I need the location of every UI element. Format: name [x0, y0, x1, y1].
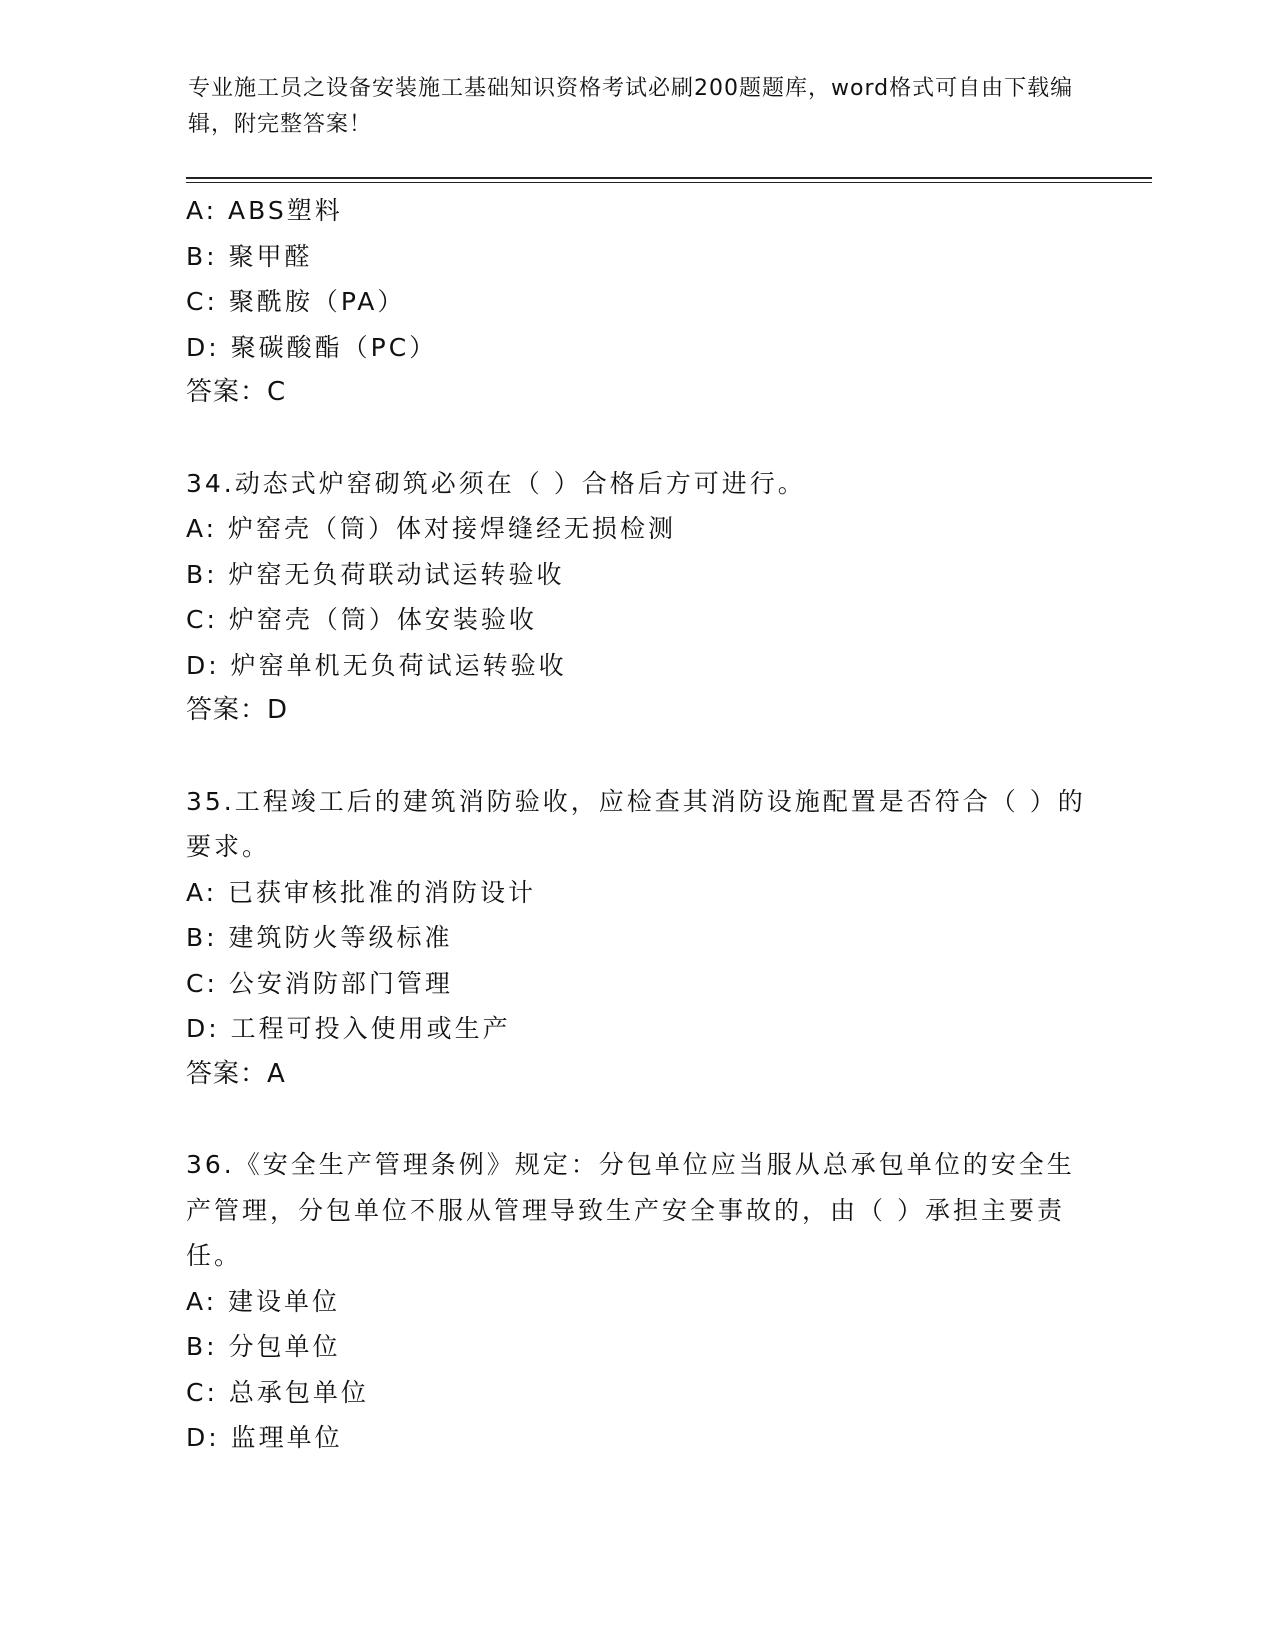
question-stem: 34.动态式炉窑砌筑必须在（ ）合格后方可进行。	[186, 468, 806, 498]
document-header: 专业施工员之设备安装施工基础知识资格考试必刷200题题库，word格式可自由下载编辑，附完整答案！	[188, 76, 1074, 137]
answer-line: 答案：D	[186, 695, 289, 725]
answer-line: 答案：C	[186, 377, 287, 407]
option-b: B: 建筑防火等级标准	[186, 923, 453, 952]
option-a: A: 建设单位	[186, 1286, 341, 1316]
option-d: D: 炉窑单机无负荷试运转验收	[186, 650, 567, 680]
option-c: C: 总承包单位	[186, 1377, 369, 1407]
question-35	[186, 779, 1086, 1098]
option-d: D: 聚碳酸酯（PC）	[186, 332, 438, 362]
question-stem: 36.《安全生产管理条例》规定：分包单位应当服从总承包单位的安全生产管理，分包单位不服从管理导致生产安全事故的，由（ ）承担主要责任。	[186, 1150, 1075, 1270]
question-34	[186, 461, 1086, 734]
option-d: D: 监理单位	[186, 1423, 343, 1452]
option-c: C: 公安消防部门管理	[186, 968, 453, 998]
option-b: B: 炉窑无负荷联动试运转验收	[186, 559, 565, 589]
option-b: B: 分包单位	[186, 1332, 341, 1361]
question-33	[186, 188, 1086, 416]
option-d: D: 工程可投入使用或生产	[186, 1014, 511, 1043]
option-a: A: 炉窑壳（筒）体对接焊缝经无损检测	[186, 514, 677, 543]
option-a: A: 已获审核批准的消防设计	[186, 877, 537, 907]
spacer	[186, 1097, 1086, 1142]
option-c: C: 炉窑壳（筒）体安装验收	[186, 605, 537, 634]
question-stem: 35.工程竣工后的建筑消防验收，应检查其消防设施配置是否符合（ ）的要求。	[186, 786, 1086, 861]
spacer	[186, 416, 1086, 461]
header-rule-thin	[186, 182, 1152, 183]
header-rule	[186, 177, 1152, 179]
question-content	[186, 188, 1086, 1461]
spacer	[186, 734, 1086, 779]
option-c: C: 聚酰胺（PA）	[186, 287, 406, 316]
option-b: B: 聚甲醛	[186, 241, 313, 271]
question-36	[186, 1142, 1086, 1461]
answer-line: 答案：A	[186, 1058, 286, 1089]
option-a: A: ABS塑料	[186, 196, 343, 225]
